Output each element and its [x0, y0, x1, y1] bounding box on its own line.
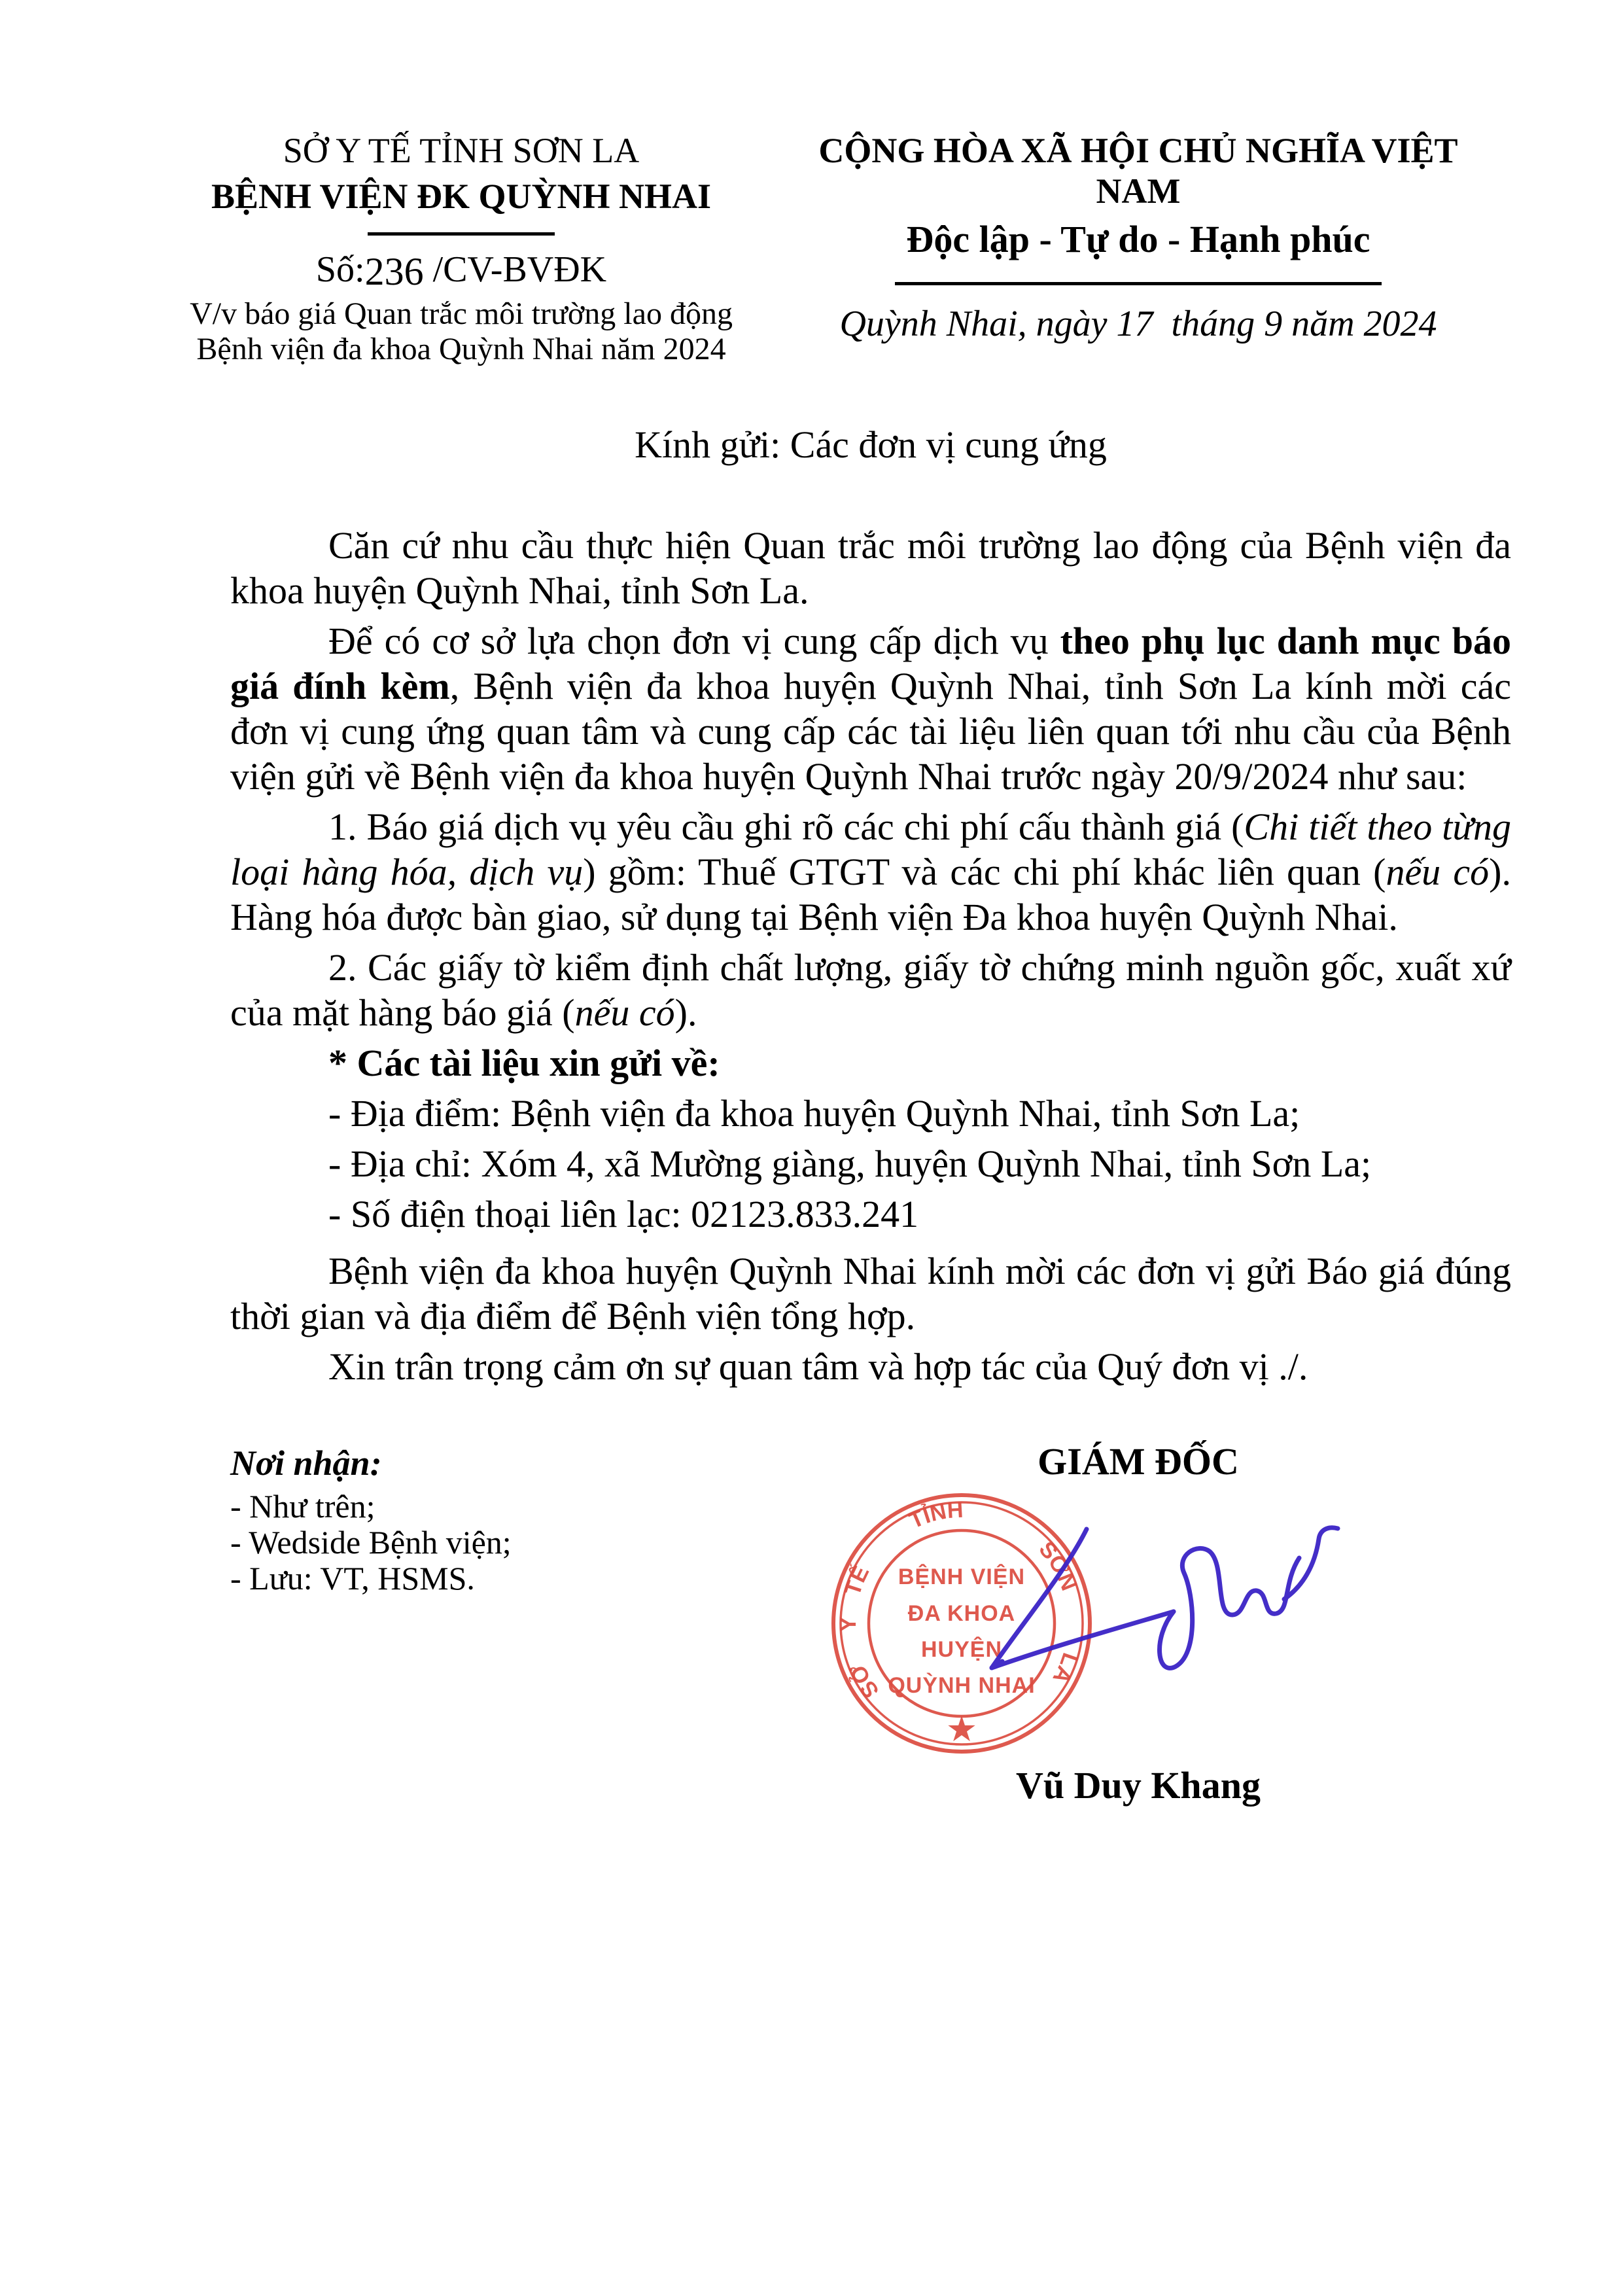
paragraph-2-text: , Bệnh viện đa khoa huyện Quỳnh Nhai, tỉnh Sơn La kính mời các đơn vị cung ứng quan tâm và cung cấp các tài liệu liên quan tới nhu cầu của Bệnh viện gửi về Bệnh viện đa khoa huyện Quỳnh Nhai trước ngày 20/9/2024 như sau: — [230, 665, 1511, 798]
item-2-italic: nếu có — [574, 991, 675, 1034]
separator-line — [368, 232, 555, 236]
address-line: - Địa chỉ: Xóm 4, xã Mường giàng, huyện Quỳnh Nhai, tỉnh Sơn La; — [328, 1142, 1372, 1185]
phone-line: - Số điện thoại liên lạc: 02123.833.241 — [328, 1193, 919, 1235]
document-body — [230, 422, 1511, 1389]
recipient-item: - Như trên; — [230, 1488, 375, 1525]
item-2-text: ). — [674, 991, 697, 1034]
item-1-text: ) gồm: Thuế GTGT và các chi phí khác liên quan ( — [583, 851, 1386, 893]
document-number — [150, 246, 772, 294]
document-subject — [150, 296, 772, 367]
recipients-list — [230, 1489, 767, 1597]
recipient-item: - Lưu: VT, HSMS. — [230, 1560, 475, 1597]
issuing-org-block — [150, 131, 772, 367]
parent-agency: SỞ Y TẾ TỈNH SƠN LA — [283, 131, 640, 170]
stamp-ring-word: TỈNH — [905, 1497, 964, 1534]
stamp-ring-text — [836, 1617, 861, 1632]
paragraph-2-bold: theo phụ lục danh mục báo giá đính kèm — [230, 620, 1512, 707]
item-1-italic: Chi tiết theo từng loại hàng hóa, dịch vụ — [230, 805, 1511, 893]
closing-paragraph: Xin trân trọng cảm ơn sự quan tâm và hợp tác của Quý đơn vị ./. — [328, 1345, 1308, 1388]
document-number-suffix: /CV-BVĐK — [423, 249, 607, 291]
paragraph-3: Bệnh viện đa khoa huyện Quỳnh Nhai kính mời các đơn vị gửi Báo giá đúng thời gian và địa điểm để Bệnh viện tổng hợp. — [230, 1250, 1511, 1337]
recipient-item: - Wedside Bệnh viện; — [230, 1524, 512, 1561]
paragraph-1: Căn cứ nhu cầu thực hiện Quan trắc môi trường lao động của Bệnh viện đa khoa huyện Quỳnh Nhai, tỉnh Sơn La. — [230, 524, 1511, 612]
stamp-ring-word: SỞ — [845, 1659, 884, 1703]
star-icon: ★ — [947, 1712, 976, 1747]
stamp-org-line: ĐA KHOA — [907, 1601, 1016, 1626]
org-name: BỆNH VIỆN ĐK QUỲNH NHAI — [211, 176, 712, 216]
document-number-prefix: Số: — [315, 249, 365, 291]
item-1 — [230, 804, 1511, 940]
signature-stroke — [1160, 1548, 1299, 1668]
recipients-label: Nơi nhận: — [230, 1443, 382, 1483]
item-1-italic: nếu có — [1386, 851, 1490, 893]
item-2-text: 2. Các giấy tờ kiểm định chất lượng, giấy tờ chứng minh nguồn gốc, xuất xứ của mặt hàng báo giá ( — [230, 946, 1511, 1034]
stamp-ring-word: Y — [835, 1617, 862, 1633]
stamp-ring-word: LA — [1047, 1650, 1083, 1688]
stamp-ring-word: SƠN — [1034, 1536, 1082, 1595]
signature-stroke — [1284, 1528, 1338, 1599]
item-1-text: ). Hàng hóa được bàn giao, sử dụng tại Bệnh viện Đa khoa huyện Quỳnh Nhai. — [230, 851, 1511, 938]
national-motto: Độc lập - Tự do - Hạnh phúc — [906, 218, 1370, 261]
document-number-value: 236 — [364, 250, 424, 294]
stamp-ring-word: TẾ — [840, 1562, 875, 1599]
signer-title-block — [844, 1439, 1433, 1483]
stamp-org-line: HUYỆN — [920, 1637, 1003, 1662]
item-1-text: 1. Báo giá dịch vụ yêu cầu ghi rõ các chi phí cấu thành giá ( — [328, 805, 1244, 848]
official-stamp — [831, 1492, 1092, 1754]
item-2 — [230, 945, 1511, 1035]
separator-line — [895, 282, 1382, 285]
signer-name: Vũ Duy Khang — [1016, 1764, 1261, 1807]
recipients-block — [230, 1443, 767, 1597]
paragraph-2 — [230, 618, 1511, 799]
location-line: - Địa điểm: Bệnh viện đa khoa huyện Quỳnh Nhai, tỉnh Sơn La; — [328, 1092, 1300, 1135]
signer-title: GIÁM ĐỐC — [1038, 1440, 1239, 1483]
subject-line-2: Bệnh viện đa khoa Quỳnh Nhai năm 2024 — [196, 331, 726, 366]
stamp-org-line: BỆNH VIỆN — [898, 1564, 1026, 1589]
national-title: CỘNG HÒA XÃ HỘI CHỦ NGHĨA VIỆT NAM — [818, 131, 1458, 211]
subject-line-1: V/v báo giá Quan trắc môi trường lao động — [190, 296, 733, 331]
salutation: Kính gửi: Các đơn vị cung ứng — [635, 423, 1107, 466]
stamp-org-line: QUỲNH NHAI — [888, 1673, 1036, 1698]
documents-heading: * Các tài liệu xin gửi về: — [328, 1042, 720, 1084]
national-motto-block — [778, 131, 1498, 345]
paragraph-2-text: Để có cơ sở lựa chọn đơn vị cung cấp dịch vụ — [328, 620, 1060, 662]
place-date-line: Quỳnh Nhai, ngày 17 tháng 9 năm 2024 — [839, 304, 1437, 345]
